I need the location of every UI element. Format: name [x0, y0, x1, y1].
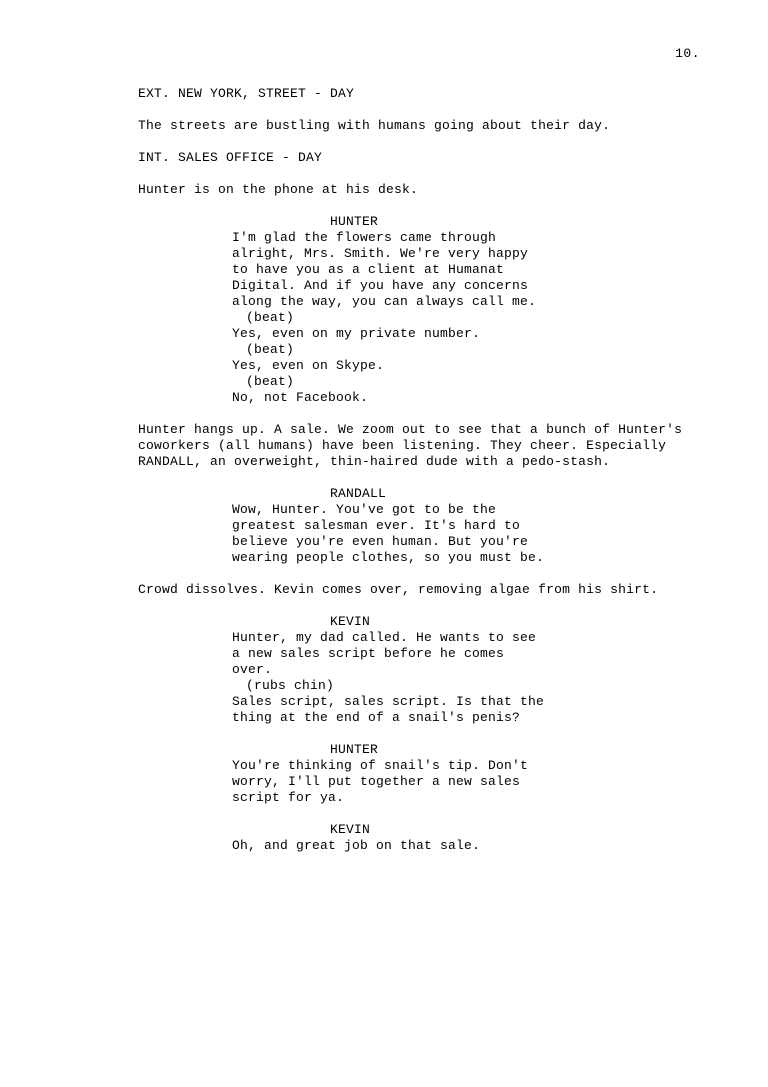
scene-heading: EXT. NEW YORK, STREET - DAY [138, 86, 355, 101]
parenthetical: (rubs chin) [246, 678, 335, 693]
dialogue-line: Hunter, my dad called. He wants to see a new sales script before he comes over. [232, 630, 545, 677]
dialogue-line: Yes, even on my private number. [232, 326, 481, 341]
page-number: 10. [675, 46, 700, 61]
character-cue: KEVIN [330, 614, 371, 629]
character-cue: RANDALL [330, 486, 387, 501]
dialogue-line: Sales script, sales script. Is that the thing at the end of a snail's penis? [232, 694, 553, 725]
screenplay-body [138, 86, 698, 870]
parenthetical: (beat) [246, 342, 295, 357]
action-paragraph: Crowd dissolves. Kevin comes over, removing algae from his shirt. [138, 582, 659, 597]
dialogue-line: Wow, Hunter. You've got to be the greatest salesman ever. It's hard to believe you're even human. But you're wearing people clothes, so you must be. [232, 502, 545, 565]
parenthetical: (beat) [246, 310, 295, 325]
parenthetical: (beat) [246, 374, 295, 389]
action-paragraph: Hunter hangs up. A sale. We zoom out to see that a bunch of Hunter's coworkers (all humans) have been listening. They cheer. Especially RANDALL, an overweight, thin-haired dude with a pedo-stash. [138, 422, 691, 469]
character-cue: KEVIN [330, 822, 371, 837]
dialogue-line: I'm glad the flowers came through alright, Mrs. Smith. We're very happy to have you as a client at Humanat Digital. And if you have any concerns along the way, you can always call me. [232, 230, 537, 309]
dialogue-line: Yes, even on Skype. [232, 358, 385, 373]
scene-heading: INT. SALES OFFICE - DAY [138, 150, 323, 165]
character-cue: HUNTER [330, 742, 379, 757]
character-cue: HUNTER [330, 214, 379, 229]
action-paragraph: Hunter is on the phone at his desk. [138, 182, 419, 197]
dialogue-line: No, not Facebook. [232, 390, 369, 405]
dialogue-line: You're thinking of snail's tip. Don't worry, I'll put together a new sales script for ya. [232, 758, 537, 805]
action-paragraph: The streets are bustling with humans going about their day. [138, 118, 611, 133]
dialogue-line: Oh, and great job on that sale. [232, 838, 481, 853]
